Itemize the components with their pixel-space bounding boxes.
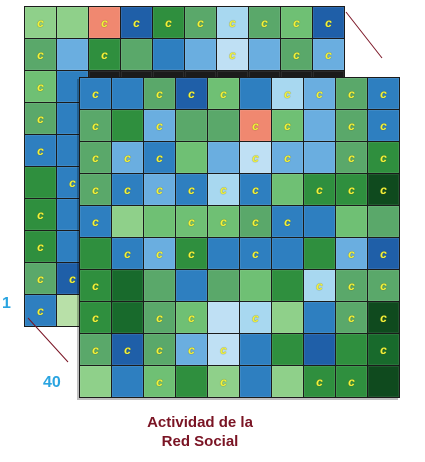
matrix-cell xyxy=(80,142,111,173)
depth-line-top xyxy=(346,12,382,58)
matrix-cell xyxy=(304,174,335,205)
activity-marker: c xyxy=(156,150,163,165)
matrix-cell xyxy=(112,366,143,397)
caption-line-1: Actividad de la xyxy=(147,414,253,431)
activity-marker: c xyxy=(316,278,323,293)
matrix-cell xyxy=(208,238,239,269)
activity-marker: c xyxy=(316,182,323,197)
matrix-cell xyxy=(57,39,88,70)
activity-marker: c xyxy=(188,214,195,229)
activity-marker: c xyxy=(101,15,108,30)
matrix-cell xyxy=(304,78,335,109)
activity-marker: c xyxy=(284,150,291,165)
matrix-cell xyxy=(240,174,271,205)
front-layer-grid xyxy=(79,77,400,398)
activity-marker: c xyxy=(284,214,291,229)
matrix-cell xyxy=(112,238,143,269)
activity-marker: c xyxy=(92,118,99,133)
activity-marker: c xyxy=(92,182,99,197)
activity-marker: c xyxy=(37,207,44,222)
activity-marker: c xyxy=(37,271,44,286)
matrix-cell xyxy=(336,334,367,365)
matrix-cell xyxy=(25,71,56,102)
activity-marker: c xyxy=(220,374,227,389)
activity-marker: c xyxy=(284,86,291,101)
activity-marker: c xyxy=(316,86,323,101)
matrix-cell xyxy=(272,142,303,173)
matrix-cell xyxy=(112,270,143,301)
activity-marker: c xyxy=(37,111,44,126)
matrix-cell xyxy=(112,142,143,173)
matrix-cell xyxy=(208,334,239,365)
matrix-cell xyxy=(176,334,207,365)
matrix-cell xyxy=(304,238,335,269)
matrix-cell xyxy=(217,39,248,70)
matrix-cell xyxy=(368,78,399,109)
activity-marker: c xyxy=(380,118,387,133)
matrix-cell xyxy=(144,302,175,333)
activity-marker: c xyxy=(156,182,163,197)
matrix-cell xyxy=(336,174,367,205)
activity-marker: c xyxy=(188,246,195,261)
matrix-cell xyxy=(112,206,143,237)
matrix-cell xyxy=(176,366,207,397)
matrix-cell xyxy=(153,7,184,38)
activity-marker: c xyxy=(348,118,355,133)
matrix-cell xyxy=(272,270,303,301)
matrix-cell xyxy=(272,238,303,269)
matrix-cell xyxy=(304,366,335,397)
activity-marker: c xyxy=(188,182,195,197)
matrix-cell xyxy=(153,39,184,70)
matrix-cell xyxy=(80,206,111,237)
matrix-cell xyxy=(25,103,56,134)
activity-marker: c xyxy=(380,342,387,357)
matrix-cell xyxy=(80,174,111,205)
activity-marker: c xyxy=(229,47,236,62)
matrix-cell xyxy=(249,39,280,70)
layer-end-label: 40 xyxy=(43,374,61,391)
matrix-cell xyxy=(176,206,207,237)
activity-marker: c xyxy=(261,15,268,30)
activity-marker: c xyxy=(37,143,44,158)
activity-marker: c xyxy=(156,342,163,357)
matrix-cell xyxy=(112,334,143,365)
matrix-cell xyxy=(25,7,56,38)
matrix-cell xyxy=(368,238,399,269)
matrix-cell xyxy=(336,206,367,237)
matrix-cell xyxy=(336,78,367,109)
activity-marker: c xyxy=(92,150,99,165)
matrix-cell xyxy=(304,206,335,237)
matrix-cell xyxy=(304,142,335,173)
matrix-cell xyxy=(176,302,207,333)
activity-marker: c xyxy=(348,374,355,389)
matrix-cell xyxy=(176,238,207,269)
matrix-cell xyxy=(368,206,399,237)
matrix-cell xyxy=(208,78,239,109)
matrix-cell xyxy=(144,174,175,205)
diagram-caption xyxy=(110,413,290,451)
matrix-cell xyxy=(240,78,271,109)
activity-marker: c xyxy=(325,15,332,30)
matrix-cell xyxy=(272,302,303,333)
matrix-cell xyxy=(240,238,271,269)
matrix-cell xyxy=(208,206,239,237)
activity-marker: c xyxy=(197,15,204,30)
activity-marker: c xyxy=(124,342,131,357)
activity-marker: c xyxy=(293,47,300,62)
activity-marker: c xyxy=(252,246,259,261)
matrix-cell xyxy=(176,174,207,205)
matrix-cell xyxy=(208,110,239,141)
matrix-cell xyxy=(304,270,335,301)
activity-marker: c xyxy=(133,15,140,30)
activity-marker: c xyxy=(69,175,76,190)
matrix-cell xyxy=(144,366,175,397)
matrix-cell xyxy=(25,231,56,262)
matrix-cell xyxy=(144,78,175,109)
matrix-cell xyxy=(112,78,143,109)
activity-marker: c xyxy=(348,278,355,293)
activity-marker: c xyxy=(220,214,227,229)
matrix-cell xyxy=(336,142,367,173)
matrix-cell xyxy=(281,39,312,70)
activity-marker: c xyxy=(316,374,323,389)
matrix-cell xyxy=(304,302,335,333)
activity-marker: c xyxy=(252,118,259,133)
matrix-cell xyxy=(185,39,216,70)
matrix-cell xyxy=(185,7,216,38)
matrix-cell xyxy=(368,366,399,397)
activity-marker: c xyxy=(156,374,163,389)
matrix-cell xyxy=(25,199,56,230)
matrix-cell xyxy=(25,39,56,70)
activity-marker: c xyxy=(293,15,300,30)
activity-marker: c xyxy=(156,310,163,325)
matrix-cell xyxy=(281,7,312,38)
matrix-cell xyxy=(25,263,56,294)
depth-line-bottom xyxy=(28,318,68,362)
matrix-cell xyxy=(80,238,111,269)
activity-marker: c xyxy=(188,342,195,357)
depth-line-bottom-left xyxy=(22,310,82,370)
activity-marker: c xyxy=(220,182,227,197)
activity-marker: c xyxy=(37,79,44,94)
matrix-cell xyxy=(272,366,303,397)
matrix-cell xyxy=(80,78,111,109)
activity-marker: c xyxy=(156,118,163,133)
matrix-cell xyxy=(336,238,367,269)
activity-marker: c xyxy=(101,47,108,62)
matrix-cell xyxy=(144,110,175,141)
matrix-cell xyxy=(240,206,271,237)
matrix-cell xyxy=(208,142,239,173)
activity-marker: c xyxy=(380,278,387,293)
matrix-cell xyxy=(80,110,111,141)
activity-marker: c xyxy=(220,342,227,357)
matrix-cell xyxy=(208,174,239,205)
matrix-cell xyxy=(176,110,207,141)
matrix-cell xyxy=(80,366,111,397)
matrix-cell xyxy=(368,334,399,365)
matrix-cell xyxy=(208,270,239,301)
activity-marker: c xyxy=(229,15,236,30)
matrix-cell xyxy=(176,78,207,109)
activity-marker: c xyxy=(348,150,355,165)
layer-start-label: 1 xyxy=(2,295,11,312)
activity-marker: c xyxy=(69,271,76,286)
matrix-cell xyxy=(272,78,303,109)
activity-marker: c xyxy=(92,342,99,357)
activity-marker: c xyxy=(37,15,44,30)
activity-marker: c xyxy=(220,86,227,101)
activity-marker: c xyxy=(37,47,44,62)
matrix-cell xyxy=(368,174,399,205)
caption-line-2: Red Social xyxy=(161,433,239,450)
activity-marker: c xyxy=(165,15,172,30)
matrix-cell xyxy=(336,110,367,141)
activity-marker: c xyxy=(348,86,355,101)
activity-marker: c xyxy=(124,246,131,261)
activity-marker: c xyxy=(92,310,99,325)
matrix-cell xyxy=(208,302,239,333)
matrix-cell xyxy=(112,110,143,141)
matrix-cell xyxy=(313,39,344,70)
activity-marker: c xyxy=(380,150,387,165)
activity-marker: c xyxy=(156,86,163,101)
activity-marker: c xyxy=(37,303,44,318)
matrix-cell xyxy=(272,206,303,237)
matrix-cell xyxy=(368,302,399,333)
activity-marker: c xyxy=(188,86,195,101)
activity-marker: c xyxy=(348,310,355,325)
activity-marker: c xyxy=(92,278,99,293)
activity-marker: c xyxy=(252,310,259,325)
matrix-cell xyxy=(368,270,399,301)
matrix-cell xyxy=(272,174,303,205)
matrix-cell xyxy=(304,334,335,365)
matrix-cell xyxy=(240,142,271,173)
matrix-cell xyxy=(25,167,56,198)
matrix-cell xyxy=(144,142,175,173)
matrix-cell xyxy=(217,7,248,38)
activity-marker: c xyxy=(156,246,163,261)
matrix-cell xyxy=(336,302,367,333)
matrix-cell xyxy=(112,302,143,333)
matrix-cell xyxy=(144,270,175,301)
matrix-cell xyxy=(89,7,120,38)
matrix-cell xyxy=(89,39,120,70)
matrix-cell xyxy=(80,302,111,333)
matrix-cell xyxy=(208,366,239,397)
activity-marker: c xyxy=(348,182,355,197)
matrix-cell xyxy=(272,334,303,365)
matrix-cell xyxy=(313,7,344,38)
matrix-cell xyxy=(368,142,399,173)
activity-marker: c xyxy=(380,310,387,325)
activity-marker: c xyxy=(124,182,131,197)
matrix-cell xyxy=(112,174,143,205)
matrix-cell xyxy=(176,142,207,173)
activity-marker: c xyxy=(380,246,387,261)
matrix-cell xyxy=(336,270,367,301)
matrix-cell xyxy=(25,135,56,166)
depth-line-top-right xyxy=(340,6,390,66)
activity-marker: c xyxy=(37,239,44,254)
matrix-cell xyxy=(240,366,271,397)
matrix-cell xyxy=(121,7,152,38)
matrix-cell xyxy=(57,7,88,38)
activity-marker: c xyxy=(252,214,259,229)
matrix-cell xyxy=(144,334,175,365)
matrix-cell xyxy=(240,302,271,333)
activity-marker: c xyxy=(252,150,259,165)
activity-marker: c xyxy=(92,86,99,101)
activity-marker: c xyxy=(124,150,131,165)
activity-marker: c xyxy=(380,182,387,197)
matrix-cell xyxy=(144,238,175,269)
matrix-cell xyxy=(336,366,367,397)
matrix-cell xyxy=(80,334,111,365)
matrix-cell xyxy=(368,110,399,141)
matrix-cell xyxy=(249,7,280,38)
matrix-cell xyxy=(304,110,335,141)
matrix-cell xyxy=(240,334,271,365)
matrix-cell xyxy=(272,110,303,141)
activity-marker: c xyxy=(284,118,291,133)
activity-marker: c xyxy=(92,214,99,229)
activity-marker: c xyxy=(380,86,387,101)
matrix-cell xyxy=(144,206,175,237)
activity-marker: c xyxy=(188,310,195,325)
matrix-cell xyxy=(240,110,271,141)
activity-marker: c xyxy=(325,47,332,62)
matrix-cell xyxy=(176,270,207,301)
matrix-cell xyxy=(80,270,111,301)
matrix-cell xyxy=(240,270,271,301)
activity-marker: c xyxy=(252,182,259,197)
matrix-cell xyxy=(121,39,152,70)
activity-marker: c xyxy=(348,246,355,261)
